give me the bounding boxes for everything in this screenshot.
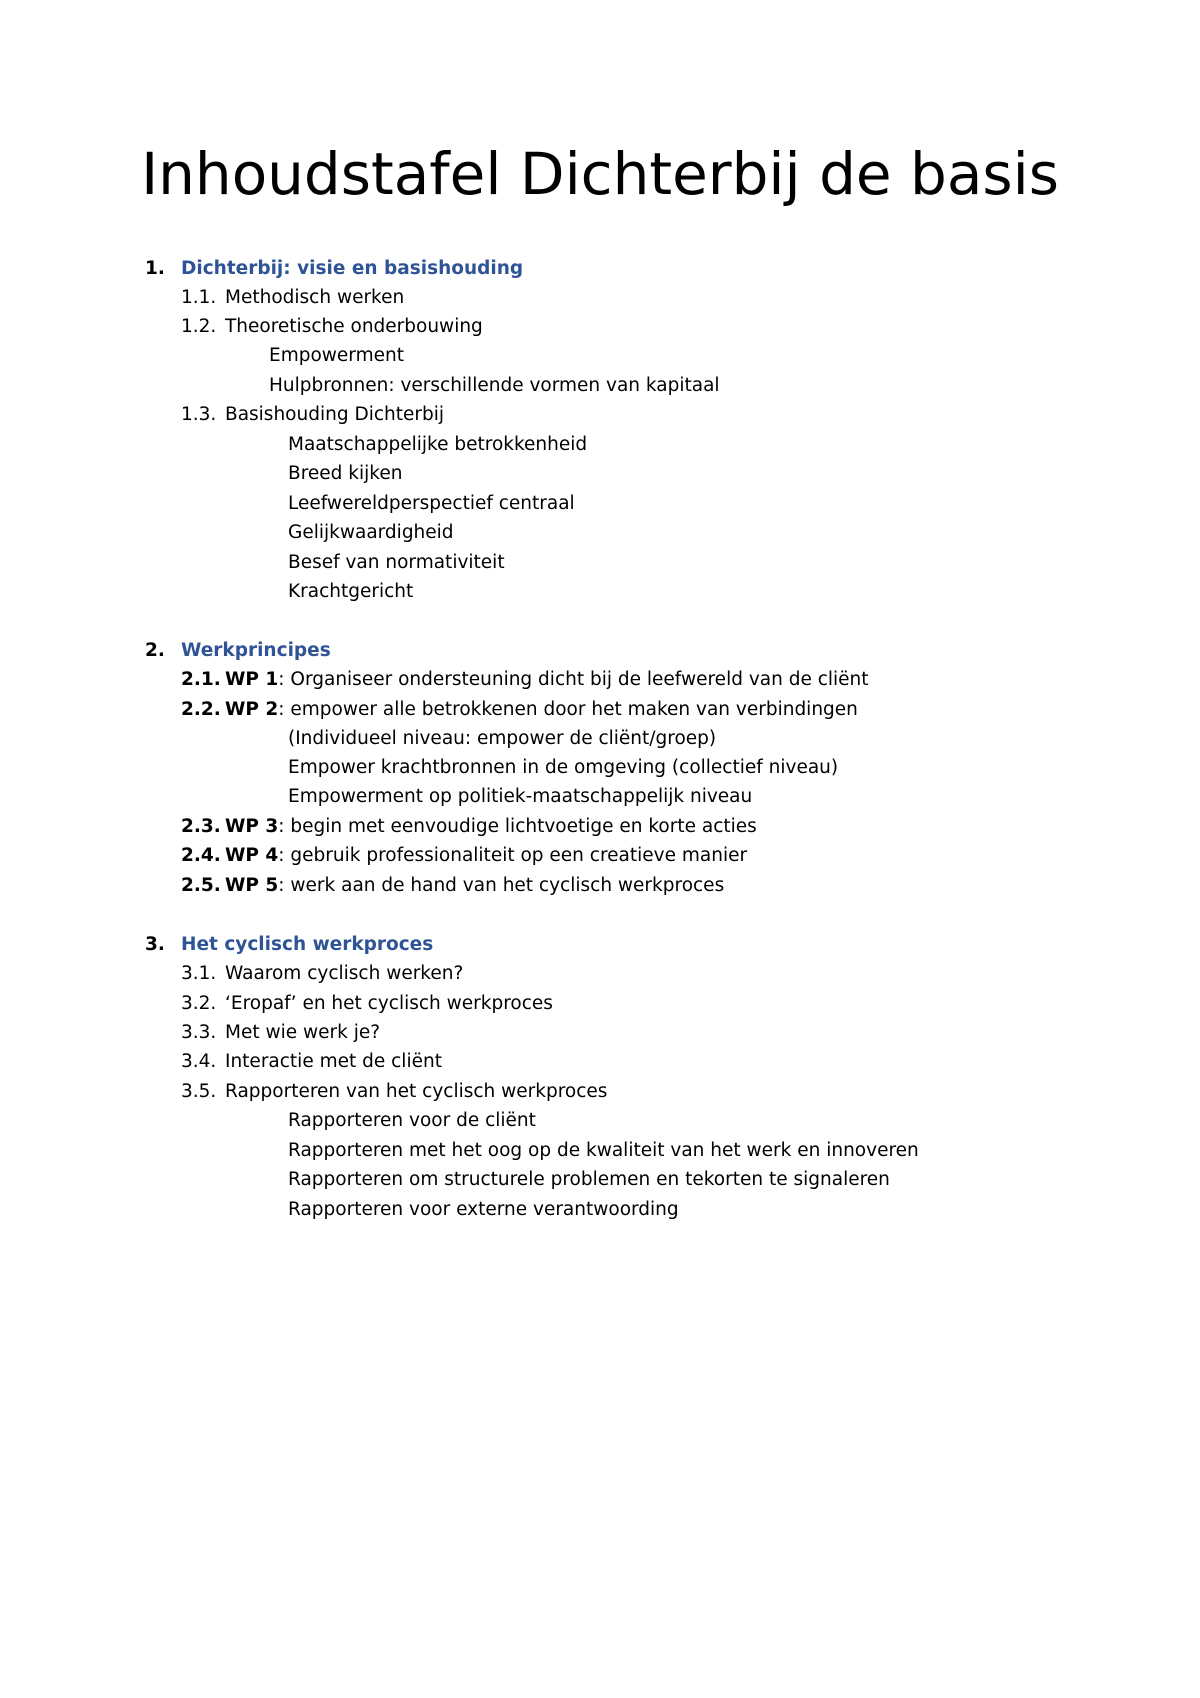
section-heading: Het cyclisch werkproces — [181, 934, 434, 955]
subsection-text — [225, 698, 858, 722]
wp-description: : Organiseer ondersteuning dicht bij de leefwereld van de cliënt — [278, 669, 869, 690]
wp-description: : begin met eenvoudige lichtvoetige en korte acties — [278, 816, 757, 837]
toc-item-text: Rapporteren met het oog op de kwaliteit van het werk en innoveren — [288, 1140, 919, 1161]
toc-item-text: Empowerment — [269, 345, 404, 366]
subsection-text — [225, 874, 724, 898]
subsection-number: 3.3. — [181, 1022, 217, 1043]
toc-item-text: Gelijkwaardigheid — [288, 522, 454, 543]
toc-item-text: Empower krachtbronnen in de omgeving (collectief niveau) — [288, 757, 839, 778]
subsection-number: 3.4. — [181, 1051, 217, 1072]
page-title: Inhoudstafel Dichterbij de basis — [141, 140, 1059, 208]
subsection-number: 2.3. — [181, 816, 221, 837]
subsection-number: 1.1. — [181, 287, 217, 308]
toc-item-text: Maatschappelijke betrokkenheid — [288, 434, 588, 455]
toc-item-text: Hulpbronnen: verschillende vormen van kapitaal — [269, 375, 720, 396]
section-heading: Werkprincipes — [181, 640, 331, 661]
toc-item-text: Breed kijken — [288, 463, 403, 484]
section-number: 3. — [145, 934, 165, 955]
wp-description: : gebruik professionaliteit op een creatieve manier — [278, 845, 748, 866]
toc-item-text: (Individueel niveau: empower de cliënt/groep) — [288, 728, 717, 749]
subsection-text — [225, 844, 747, 868]
wp-label: WP 1 — [225, 669, 279, 690]
wp-description: : werk aan de hand van het cyclisch werkproces — [278, 875, 725, 896]
subsection-number: 2.4. — [181, 845, 221, 866]
subsection-number: 2.2. — [181, 699, 221, 720]
section-number: 2. — [145, 640, 165, 661]
subsection-number: 3.1. — [181, 963, 217, 984]
wp-description: : empower alle betrokkenen door het maken van verbindingen — [278, 699, 858, 720]
subsection-number: 1.2. — [181, 316, 217, 337]
subsection-text: Basishouding Dichterbij — [225, 404, 444, 425]
subsection-text — [225, 815, 757, 839]
toc-item-text: Rapporteren voor de cliënt — [288, 1110, 536, 1131]
subsection-number: 2.5. — [181, 875, 221, 896]
subsection-text: ‘Eropaf’ en het cyclisch werkproces — [225, 993, 553, 1014]
wp-label: WP 4 — [225, 845, 279, 866]
subsection-text: Waarom cyclisch werken? — [225, 963, 464, 984]
wp-label: WP 3 — [225, 816, 279, 837]
subsection-number: 1.3. — [181, 404, 217, 425]
toc-item-text: Leefwereldperspectief centraal — [288, 493, 575, 514]
subsection-text — [225, 668, 869, 692]
section-number: 1. — [145, 258, 165, 279]
subsection-number: 3.2. — [181, 993, 217, 1014]
toc-item-text: Krachtgericht — [288, 581, 414, 602]
subsection-text: Met wie werk je? — [225, 1022, 381, 1043]
toc-item-text: Besef van normativiteit — [288, 552, 505, 573]
subsection-text: Theoretische onderbouwing — [225, 316, 483, 337]
subsection-number: 3.5. — [181, 1081, 217, 1102]
subsection-text: Interactie met de cliënt — [225, 1051, 442, 1072]
wp-label: WP 2 — [225, 699, 279, 720]
toc-item-text: Rapporteren voor externe verantwoording — [288, 1199, 679, 1220]
toc-item-text: Rapporteren om structurele problemen en tekorten te signaleren — [288, 1169, 890, 1190]
subsection-text: Rapporteren van het cyclisch werkproces — [225, 1081, 608, 1102]
toc-item-text: Empowerment op politiek-maatschappelijk niveau — [288, 786, 753, 807]
subsection-number: 2.1. — [181, 669, 221, 690]
wp-label: WP 5 — [225, 875, 279, 896]
section-heading: Dichterbij: visie en basishouding — [181, 258, 524, 279]
subsection-text: Methodisch werken — [225, 287, 405, 308]
